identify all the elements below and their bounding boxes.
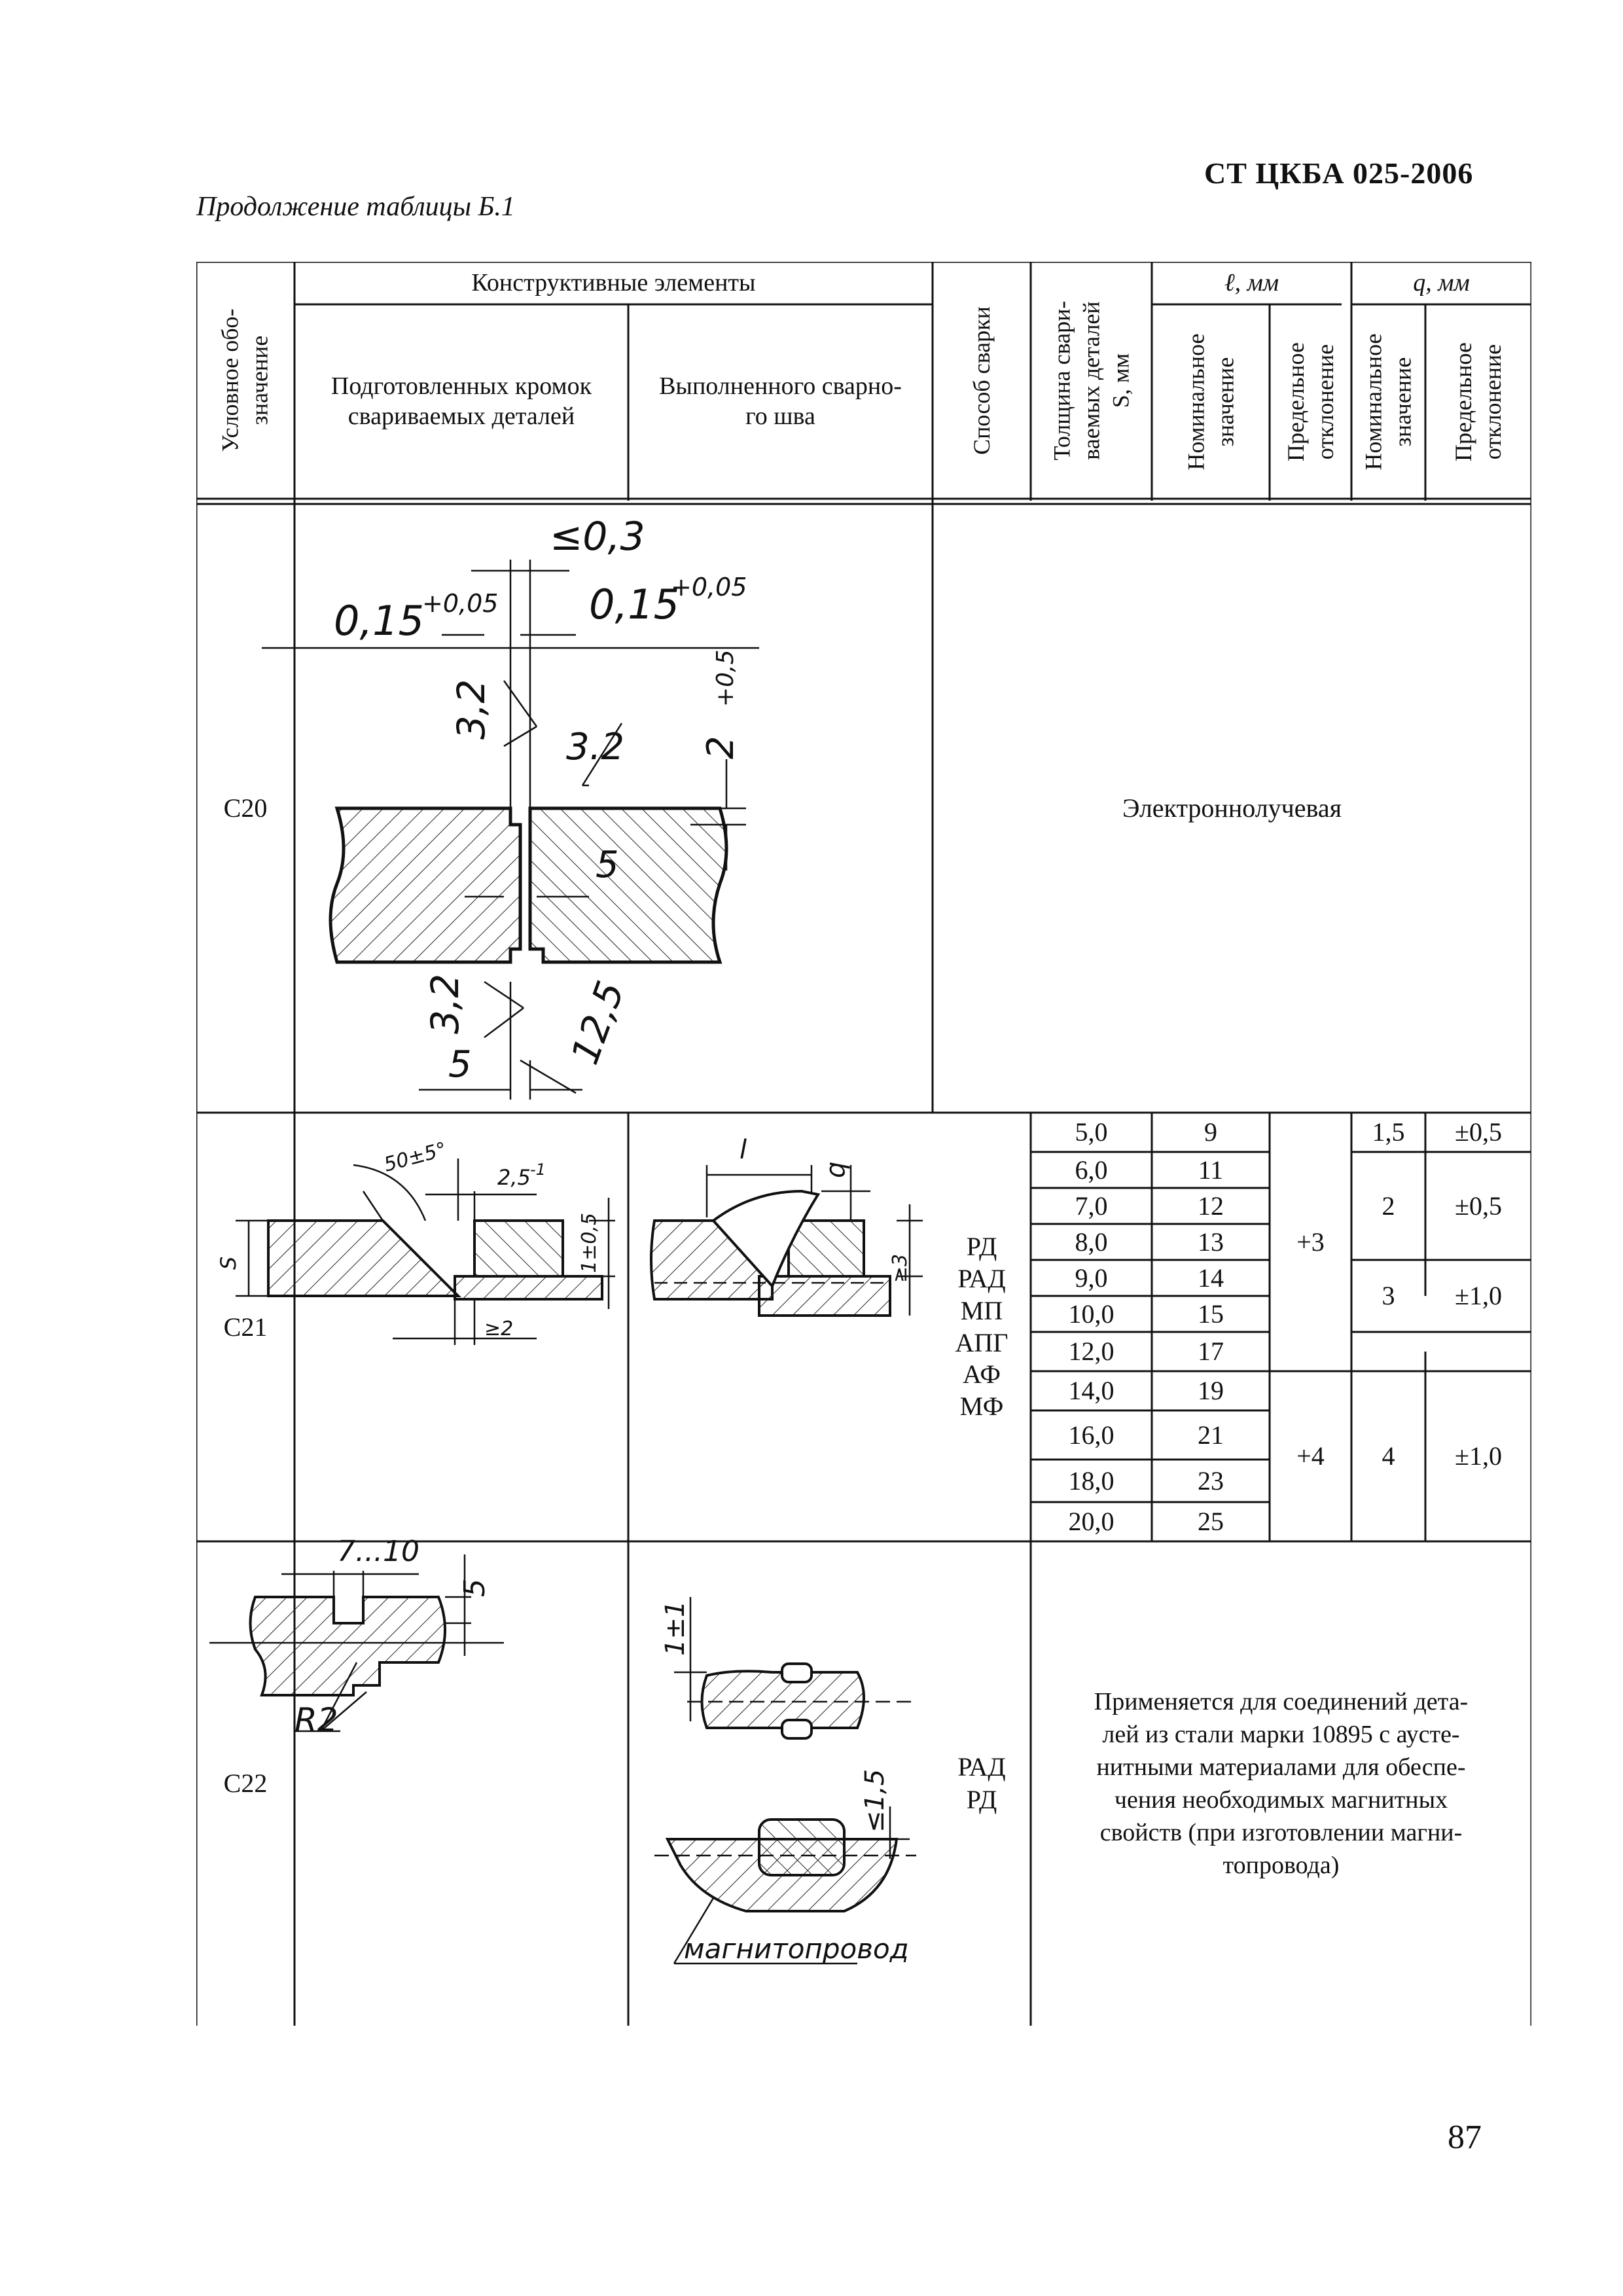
dim-land-left: 0,15 [334,597,425,645]
c21-q-nominal: 4 [1382,1441,1395,1471]
c21-l-limit: +4 [1296,1441,1325,1471]
roughness-3-2-a: 3,2 [449,679,493,740]
c21-q-limit: ±1,0 [1455,1441,1502,1471]
c21-methods: РД РАД МП АПГ АФ МФ [955,1232,1008,1422]
c21-q-limit: ±0,5 [1455,1117,1502,1147]
c21-thickness: 5,0 [1075,1117,1108,1147]
roughness-12-5: 12,5 [562,975,633,1070]
header-l-nominal: Номинальное значение [1183,333,1238,470]
header-designation: Условное обо- значение [217,308,273,452]
c21-l-nominal: 23 [1198,1465,1224,1496]
c21-code: С21 [223,1312,268,1342]
c21-q-nominal: 1,5 [1372,1117,1405,1147]
roughness-3-2-b: 3.2 [566,726,625,768]
dim-land-right: 0,15 [589,581,680,628]
c20-code: С20 [223,793,268,823]
c22-code: С22 [223,1768,268,1798]
dim-land-right-tol: +0,05 [671,573,747,601]
dim-step: 2 [700,736,742,759]
dim-weld-width-l: l [740,1135,747,1165]
dim-root-face-tol: -1 [530,1160,546,1179]
c21-thickness: 6,0 [1075,1155,1108,1185]
c22-weld-drawing [654,1597,916,1965]
dim-gap-max: ≤0,3 [550,514,645,560]
c21-l-nominal: 13 [1198,1227,1224,1257]
header-thickness: Толщина свари- ваемых деталей S, мм [1048,300,1133,460]
dim-radius: R2 [294,1701,338,1739]
dim-max-offset: ≤1,5 [860,1768,890,1833]
c21-weld-drawing [651,1135,923,1316]
c21-thickness: 18,0 [1068,1465,1115,1496]
dim-root-face: 2,5 [497,1165,531,1190]
label-magnetic-core: магнитопровод [684,1933,909,1965]
c21-l-nominal: 14 [1198,1263,1224,1293]
header-constructive: Конструктивные элементы [471,268,756,296]
table-continuation-title: Продолжение таблицы Б.1 [196,192,515,222]
c21-thickness: 8,0 [1075,1227,1108,1257]
dim-penetration: ≥3 [889,1253,912,1283]
c22-application-note: Применяется для соединений дета- лей из стали марки 10895 с аусте- нитными материалами для обеспе- чения необходимых магнитных свойств (при изготовлении магни- топровода) [1094,1687,1469,1880]
c21-l-limit: +3 [1296,1227,1325,1257]
c21-l-nominal: 19 [1198,1376,1224,1405]
c20-joint-drawing [262,514,759,1100]
header-q-nominal: Номинальное значение [1360,333,1416,470]
dim-reinforcement-q: q [821,1161,851,1178]
c21-l-nominal: 21 [1198,1420,1224,1450]
c22-methods: РАД РД [957,1752,1006,1814]
c21-thickness: 10,0 [1068,1299,1115,1329]
page-number: 87 [1448,2119,1482,2156]
c21-thickness: 12,0 [1068,1336,1115,1366]
dim-slot-width: 7...10 [337,1535,419,1568]
welding-table [196,262,1531,2026]
header-l-mm: ℓ, мм [1224,268,1279,296]
c21-thickness: 14,0 [1068,1376,1115,1405]
dim-bevel-angle: 50±5° [382,1138,450,1177]
c21-thickness: 20,0 [1068,1507,1115,1536]
header-method: Способ сварки [968,306,995,455]
header-q-mm: q, мм [1413,268,1470,296]
header-l-limit: Предельное отклонение [1282,342,1338,461]
c21-l-nominal: 17 [1198,1336,1224,1366]
header-finished-weld: Выполненного сварно- го шва [659,372,902,430]
c21-l-nominal: 11 [1198,1155,1224,1185]
c21-q-nominal: 3 [1382,1281,1395,1310]
c21-thickness: 7,0 [1075,1191,1108,1221]
dim-depth: 5 [596,844,619,886]
c21-q-limit: ±1,0 [1455,1281,1502,1310]
dim-overlap: ≥2 [484,1318,514,1340]
roughness-3-2-c: 3,2 [423,973,467,1034]
c21-l-nominal: 15 [1198,1299,1224,1329]
dim-thickness-s: S [216,1256,241,1270]
c21-q-limit: ±0,5 [1455,1191,1502,1221]
dim-slot-depth: 5 [458,1579,491,1597]
c21-thickness: 16,0 [1068,1420,1115,1450]
c21-l-nominal: 25 [1198,1507,1224,1536]
c21-thickness: 9,0 [1075,1263,1108,1293]
c20-method: Электроннолучевая [1122,793,1342,823]
header-q-limit: Предельное отклонение [1450,342,1506,461]
c21-l-nominal: 9 [1204,1117,1217,1147]
dim-land-left-tol: +0,05 [422,589,499,618]
c21-q-nominal: 2 [1382,1191,1395,1221]
c21-l-nominal: 12 [1198,1191,1224,1221]
dim-gap: 1±0,5 [578,1213,601,1273]
dim-step-tol: +0,5 [712,649,739,707]
dim-5: 5 [448,1043,472,1086]
dim-offset: 1±1 [660,1600,690,1656]
document-code: СТ ЦКБА 025-2006 [1204,156,1474,190]
header-prepared-edges: Подготовленных кромок свариваемых деталей [330,372,592,430]
